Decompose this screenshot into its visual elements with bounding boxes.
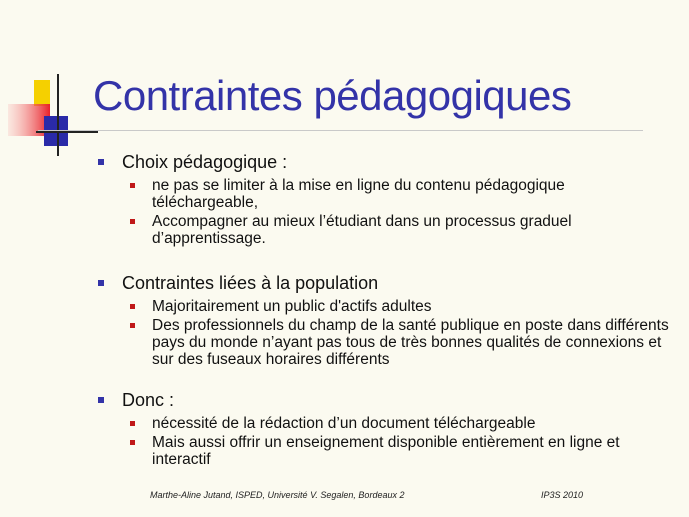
square-bullet-icon	[130, 440, 135, 445]
bullet-level1	[96, 273, 676, 294]
title-divider	[38, 130, 643, 131]
list-item-text: Accompagner au mieux l’étudiant dans un processus graduel d’apprentissage.	[152, 213, 572, 247]
sub-list	[96, 298, 676, 368]
bullet-heading: Contraintes liées à la population	[122, 273, 379, 293]
list-item	[128, 298, 672, 315]
list-item-text: nécessité de la rédaction d’un document téléchargeable	[152, 415, 536, 432]
section-donc	[96, 390, 676, 470]
square-bullet-icon	[98, 397, 104, 403]
sub-list	[96, 177, 676, 247]
bullet-level1	[96, 390, 676, 411]
slide-title: Contraintes pédagogiques	[93, 72, 572, 119]
section-contraintes-population	[96, 273, 676, 370]
list-item	[128, 177, 672, 211]
square-bullet-icon	[130, 183, 135, 188]
bullet-heading: Donc :	[122, 390, 175, 410]
list-item-text: Mais aussi offrir un enseignement disponible entièrement en ligne et interactif	[152, 434, 620, 468]
list-item	[128, 415, 672, 432]
list-item-text: Majoritairement un public d'actifs adultes	[152, 298, 432, 315]
sub-list	[96, 415, 676, 468]
square-bullet-icon	[130, 304, 135, 309]
section-choix-pedagogique	[96, 152, 676, 249]
bullet-heading: Choix pédagogique :	[122, 152, 288, 172]
square-bullet-icon	[98, 280, 104, 286]
decorative-logo-icon	[0, 70, 100, 160]
square-bullet-icon	[130, 219, 135, 224]
square-bullet-icon	[130, 323, 135, 328]
list-item	[128, 434, 672, 468]
square-bullet-icon	[130, 421, 135, 426]
footer-event: IP3S 2010	[541, 490, 584, 500]
square-bullet-icon	[98, 159, 104, 165]
list-item-text: ne pas se limiter à la mise en ligne du contenu pédagogique téléchargeable,	[152, 177, 565, 211]
footer-author: Marthe-Aline Jutand, ISPED, Université V. Segalen, Bordeaux 2	[150, 490, 405, 500]
list-item	[128, 317, 672, 368]
list-item-text: Des professionnels du champ de la santé publique en poste dans différents pays du monde n’ayant pas tous de très bonnes qualités de connexions et sur des fuseaux horaires différents	[152, 317, 669, 368]
list-item	[128, 213, 672, 247]
bullet-level1	[96, 152, 676, 173]
